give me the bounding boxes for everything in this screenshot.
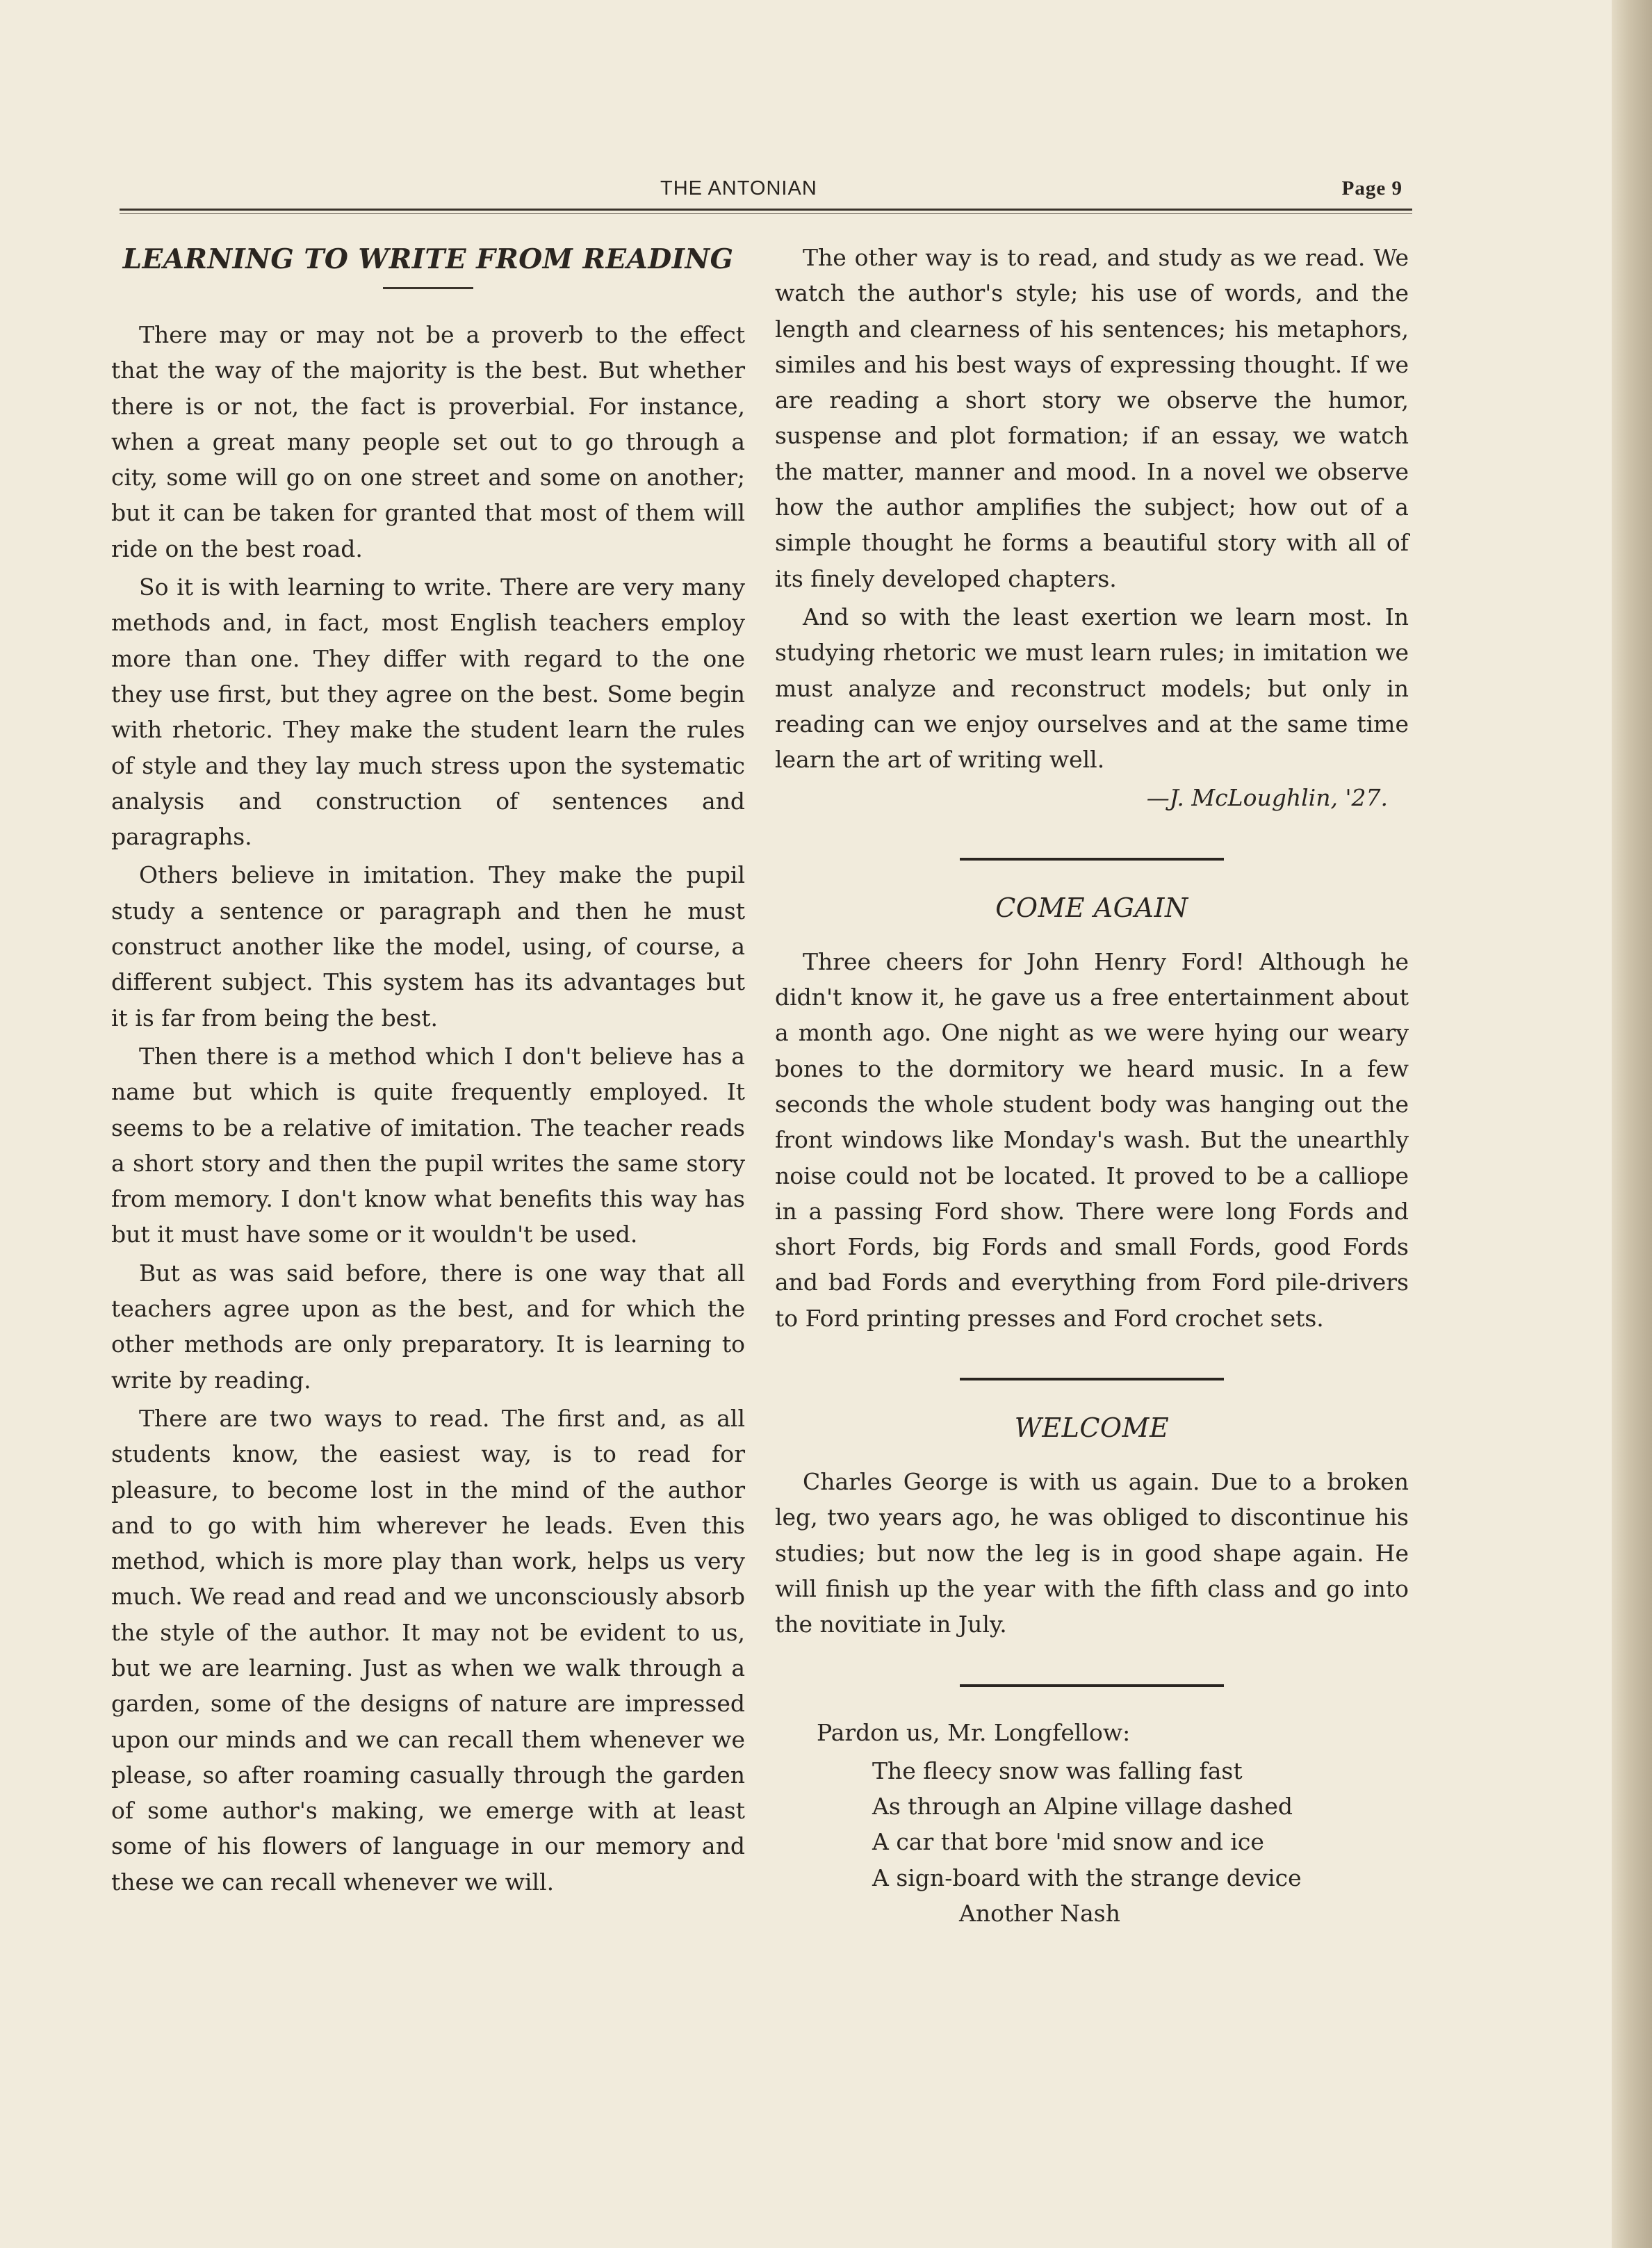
paragraph: Others believe in imitation. They make the pupil study a sentence or paragraph and then he must construct another like the model, using, of course, a different subject. This system has its advantages but it is far from being the best. bbox=[111, 861, 745, 1032]
author-signature: —J. McLoughlin, '27. bbox=[1146, 784, 1388, 812]
poem-line: As through an Alpine village dashed bbox=[872, 1793, 1293, 1821]
paragraph: And so with the least exertion we learn most. In studying rhetoric we must learn rules; in imitation we must analyze and reconstruct models; but only in reading can we enjoy ourselves and at the same time learn the art of writing well. bbox=[775, 603, 1409, 774]
article-heading-welcome: WELCOME bbox=[1014, 1412, 1170, 1444]
poem-line: The fleecy snow was falling fast bbox=[872, 1757, 1243, 1784]
heading-rule bbox=[383, 287, 473, 289]
paragraph: But as was said before, there is one way that all teachers agree upon as the best, and for which the other methods are only preparatory. It is learning to write by reading. bbox=[111, 1259, 745, 1394]
paragraph: So it is with learning to write. There are very many methods and, in fact, most English teachers employ more than one. They differ with regard to the one they use first, but they agree on the best. Some begin with rhetoric. They make the student learn the rules of style and they lay much stress upon the systematic analysis and construction of sentences and paragraphs. bbox=[111, 573, 745, 851]
article-heading-learning: LEARNING TO WRITE FROM READING bbox=[122, 243, 734, 275]
paragraph: The other way is to read, and study as we read. We watch the author's style; his use of words, and the length and clearness of his sentences; his metaphors, similes and his best ways of expressing thought. If we are reading a short story we observe the humor, suspense and plot formation; if an essay, we watch the matter, manner and mood. In a novel we observe how the author amplifies the subject; how out of a simple thought he forms a beautiful story with all of its finely developed chapters. bbox=[775, 244, 1409, 592]
right-column bbox=[775, 240, 1409, 1931]
poem-intro: Pardon us, Mr. Longfellow: bbox=[817, 1718, 1131, 1746]
paragraph: There are two ways to read. The first and, as all students know, the easiest way, is to read for pleasure, to become lost in the mind of the author and to go with him wherever he leads. Even this method, which is more play than work, helps us very much. We read and read and we unconsciously absorb the style of the author. It may not be evident to us, but we are learning. Just as when we walk through a garden, some of the designs of nature are impressed upon our minds and we can recall them whenever we please, so after roaming casually through the garden of some author's making, we emerge with at least some of his flowers of language in our memory and these we can recall whenever we will. bbox=[111, 1404, 745, 1896]
paragraph: Three cheers for John Henry Ford! Although he didn't know it, he gave us a free entertainment about a month ago. One night as we were hying our weary bones to the dormitory we heard music. In a few seconds the whole student body was hanging out the front windows like Monday's wash. But the unearthly noise could not be located. It proved to be a calliope in a passing Ford show. There were long Fords and short Fords, big Fords and small Fords, good Fords and bad Fords and everything from Ford pile-drivers to Ford printing presses and Ford crochet sets. bbox=[775, 947, 1409, 1332]
publication-title: THE ANTONIAN bbox=[660, 177, 817, 199]
section-divider bbox=[960, 1378, 1224, 1380]
poem-last-line: Another Nash bbox=[959, 1899, 1120, 1927]
poem-line: A car that bore 'mid snow and ice bbox=[872, 1828, 1264, 1856]
section-divider bbox=[960, 1684, 1224, 1687]
poem bbox=[775, 1715, 1409, 1932]
paragraph: Then there is a method which I don't believe has a name but which is quite frequently employed. It seems to be a relative of imitation. The teacher reads a short story and then the pupil writes the same story from memory. I don't know what benefits this way has but it must have some or it wouldn't be used. bbox=[111, 1042, 745, 1248]
paragraph: There may or may not be a proverb to the effect that the way of the majority is the best. But whether there is or not, the fact is proverbial. For instance, when a great many people set out to go through a city, some will go on one street and some on another; but it can be taken for granted that most of them will ride on the best road. bbox=[111, 321, 745, 562]
left-column bbox=[111, 240, 745, 1903]
poem-line: A sign-board with the strange device bbox=[872, 1864, 1302, 1891]
page-edge bbox=[1612, 0, 1652, 2248]
paragraph: Charles George is with us again. Due to a broken leg, two years ago, he was obliged to discontinue his studies; but now the leg is in good shape again. He will finish up the year with the fifth class and go into the novitiate in July. bbox=[775, 1468, 1409, 1638]
header-rule-thin bbox=[120, 213, 1412, 214]
page-number: Page 9 bbox=[1341, 177, 1402, 199]
header-rule bbox=[120, 209, 1412, 211]
running-header bbox=[120, 177, 1412, 205]
article-heading-come-again: COME AGAIN bbox=[995, 892, 1188, 923]
section-divider bbox=[960, 858, 1224, 861]
